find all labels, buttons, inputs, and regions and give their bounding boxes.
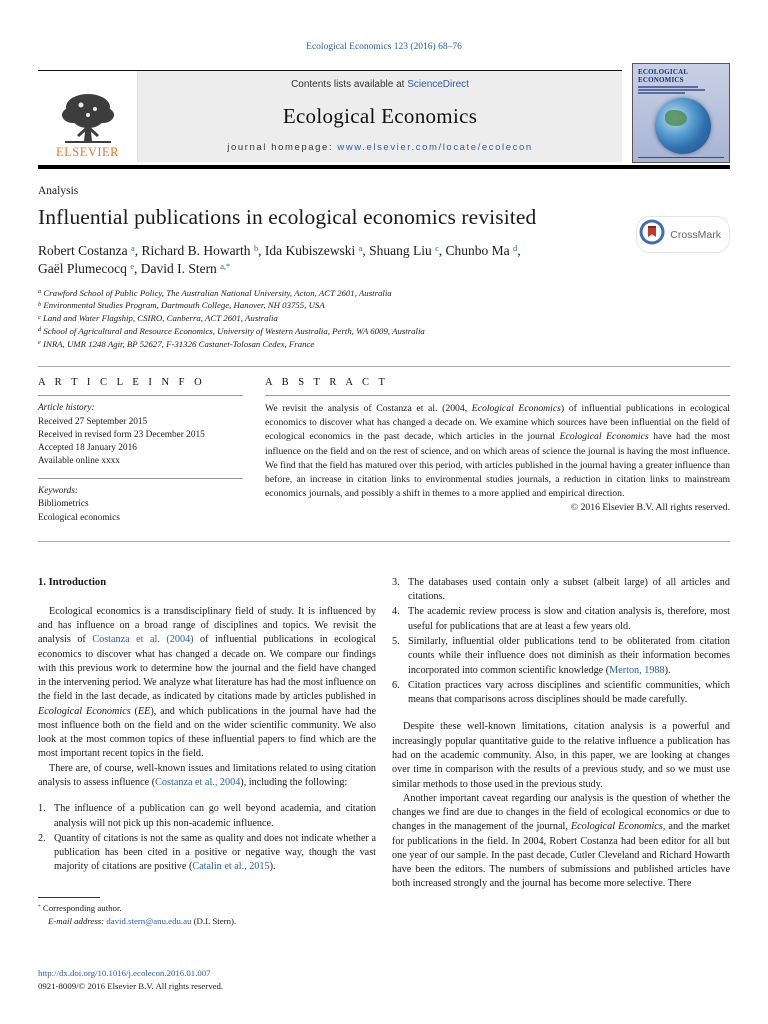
globe-icon <box>655 98 711 154</box>
cover-footer-mark <box>638 157 724 159</box>
cover-title: ECOLOGICAL ECONOMICS <box>638 68 688 84</box>
homepage-prefix: journal homepage: <box>227 142 338 153</box>
cover-subtitle-lines <box>638 86 724 94</box>
elsevier-tree-icon <box>57 91 119 147</box>
history-item: Received 27 September 2015 <box>38 416 148 427</box>
contents-list-line <box>291 79 469 90</box>
footnote-line-2: E-mail address: david.stern@anu.edu.au (D.I. Stern). <box>48 915 237 926</box>
paragraph: There are, of course, well-known issues and limitations related to using citation analysis to assess influence (Costanza et al., 2004), including the following: <box>38 762 376 789</box>
footnote-line-1: * Corresponding author. <box>38 902 122 913</box>
banner-band <box>38 70 622 162</box>
crossmark-icon <box>639 219 665 250</box>
banner-divider <box>38 165 730 169</box>
article-type-label: Analysis <box>38 184 79 197</box>
history-item: Available online xxxx <box>38 456 120 467</box>
paragraph: Despite these well-known limitations, citation analysis is a powerful and increasingly popular quantitative guide to the relative influence a publication has had on the academic community. Also, in this paper, we are looking at changes over time in comparison with the results of a previous study, and so we must use similar methods to those used in the previous study. <box>392 721 730 790</box>
elsevier-logo[interactable] <box>38 71 138 162</box>
abstract-column <box>265 377 730 525</box>
article-info-heading: A R T I C L E I N F O <box>38 377 206 389</box>
keyword-item: Ecological economics <box>38 512 120 523</box>
copyright-line: © 2016 Elsevier B.V. All rights reserved. <box>570 501 730 513</box>
list-item: 2. Quantity of citations is not the same as quality and does not indicate whether a publication has been cited in a positive or negative way, though the vast majority of citations are positive (Catalin et al., 2015). <box>38 832 376 873</box>
journal-cover-thumbnail[interactable] <box>632 63 730 163</box>
crossmark-label: CrossMark <box>670 228 721 241</box>
list-item: 4. The academic review process is slow and citation analysis is, therefore, most useful for publications that are at least a few years old. <box>392 606 730 632</box>
keyword-item: Bibliometrics <box>38 499 89 510</box>
limitations-list-left <box>38 802 376 874</box>
list-item: 1. The influence of a publication can go well beyond academia, and citation analysis will not pick up this non-academic influence. <box>38 803 376 829</box>
divider <box>265 395 730 396</box>
affiliations <box>38 287 730 351</box>
affiliation-row: $^b$ Environmental Studies Program, Dartmouth College, Hanover, NH 03755, USA <box>38 300 325 311</box>
affiliation-row: $^c$ Land and Water Flagship, CSIRO, Canberra, ACT 2601, Australia <box>38 313 278 324</box>
author-line-1: Robert Costanza $^a$, Richard B. Howarth $^b$, Ida Kubiszewski $^a$, Shuang Liu $^c$, Chunbo Ma $^d$, <box>38 242 521 258</box>
divider <box>38 395 243 396</box>
doi-link[interactable]: http://dx.doi.org/10.1016/j.ecolecon.2016.01.007 <box>38 967 211 978</box>
list-item: 5. Similarly, influential older publications tend to be obliterated from citation counts while their influence does not diminish as their information becomes incorporated into common scientific knowledge (Merton, 1988). <box>392 635 730 676</box>
page-title: Influential publications in ecological economics revisited <box>38 204 537 229</box>
affiliation-row: $^d$ School of Agricultural and Resource Economics, University of Western Australia, Perth, WA 6009, Australia <box>38 325 425 336</box>
body-left-column <box>38 576 376 928</box>
footnote-divider <box>38 897 100 898</box>
list-item: 6. Citation practices vary across disciplines and scientific communities, which means that comparisons across disciplines should be made carefully. <box>392 679 730 706</box>
abstract-heading: A B S T R A C T <box>265 377 389 389</box>
article-info-column <box>38 377 243 525</box>
list-item: 3. The databases used contain only a subset (albeit large) of all articles and citations. <box>392 576 730 603</box>
paragraph: Ecological economics is a transdisciplinary field of study. It is influenced by and has influence on a broad range of disciplines and topics. We revisit the analysis of Costanza et al. (2004) of influential publications in ecological economics to discover what has changed a decade on. We compare our findings with this previous work to determine how the journal and the field have changed in the intervening period. We analyze what literature has had the most influence on the field in the last decade, as indicated by citations made by articles published in Ecological Economics (EE), and which publications in the journal have had the most influence both on the field and on the wider scientific community. We also look at the most common topics of these influential papers to find which are the most important recent topics in the field. <box>38 605 376 760</box>
affiliation-row: $^a$ Crawford School of Public Policy, The Australian National University, Acton, ACT 2601, Australia <box>38 287 392 298</box>
corresponding-author-footnote <box>38 897 376 928</box>
elsevier-wordmark: ELSEVIER <box>55 145 120 159</box>
history-item: Accepted 18 January 2016 <box>38 442 137 453</box>
history-label: Article history: <box>38 403 95 414</box>
limitations-list-right <box>392 576 730 708</box>
intro-heading: 1. Introduction <box>38 576 107 588</box>
abstract-text: We revisit the analysis of Costanza et al. (2004, Ecological Economics) of influential publications in ecological economics to discover what has changed a decade on. We examine which sources have been influential on the field of ecological economics in the past decade, which articles in the journal Ecological Economics have had the most influence on the field and on the rest of science, and on which areas of science the journal is having the most influence. We find that the field has matured over this period, with articles published in the journal having a greater influence than before, an increase in citation links to environmental studies journals, a reduction in citation links to mainstream economics journals, and possibly a shift in themes to a more applied and empirical direction. <box>265 403 730 499</box>
history-item: Received in revised form 23 December 2015 <box>38 429 205 440</box>
issn-copyright-line: 0921-8009/© 2016 Elsevier B.V. All rights reserved. <box>38 981 224 992</box>
running-head-citation: Ecological Economics 123 (2016) 68–76 <box>306 42 462 52</box>
journal-banner <box>38 70 730 163</box>
crossmark-badge[interactable] <box>636 216 730 253</box>
affiliation-row: $^e$ INRA, UMR 1248 Agir, BP 52627, F-31326 Castanet-Tolosan Cedex, France <box>38 338 315 349</box>
journal-title: Ecological Economics <box>282 103 478 128</box>
homepage-line <box>227 142 533 153</box>
sciencedirect-link[interactable]: ScienceDirect <box>407 79 469 90</box>
keywords-label: Keywords: <box>38 486 78 497</box>
banner-center <box>138 71 622 162</box>
divider <box>38 478 243 479</box>
page-footer <box>38 967 223 994</box>
article-body <box>38 576 730 928</box>
author-line-2: Gaël Plumecocq $^e$, David I. Stern $^{a,*}$ <box>38 261 231 277</box>
paragraph: Another important caveat regarding our analysis is the question of whether the changes we find are due to changes in the field of ecological economics or due to changes in the management of the journal, Ecological Economics, and the market for publications in the field. In 2004, Robert Costanza had been editor for all but one year of our sample. In the past decade, Cutler Cleveland and Richard Howarth have been the editors. The numbers of submissions and published articles have both increased strongly and the journal has become more selective. There <box>392 792 730 890</box>
info-abstract-section <box>38 366 730 542</box>
body-right-column <box>392 576 730 928</box>
contents-prefix: Contents lists available at <box>291 79 408 90</box>
homepage-url-link[interactable]: www.elsevier.com/locate/ecolecon <box>337 142 533 153</box>
